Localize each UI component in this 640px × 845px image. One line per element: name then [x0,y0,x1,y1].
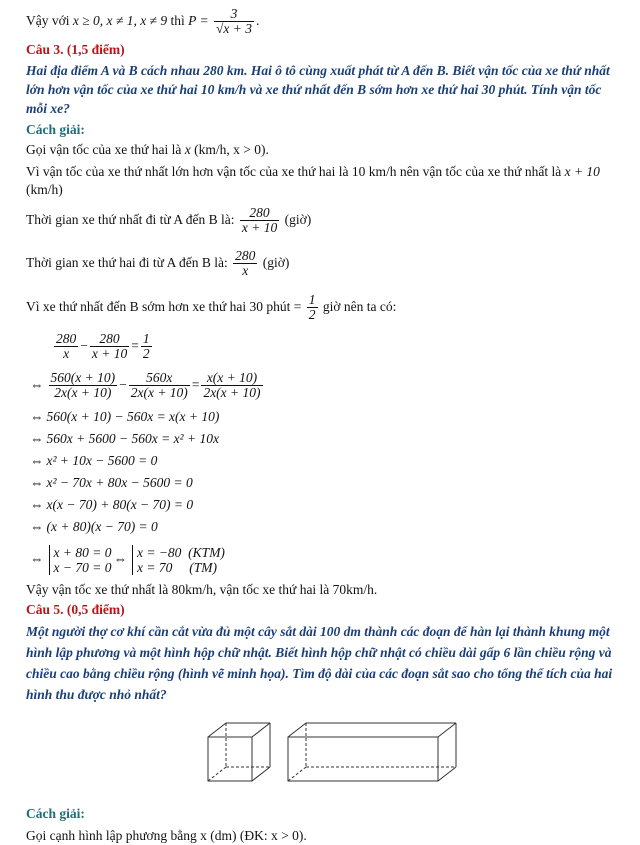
q3-line-1-text: Gọi vận tốc của xe thứ hai là [26,142,182,157]
system-1-row-2: x − 70 = 0 [53,559,112,575]
q3-eq-7 [26,495,622,515]
eq6-expr: x² − 70x + 80x − 5600 = 0 [46,475,193,490]
eq2-equals: = [191,377,200,392]
eq2-frac-b [129,371,190,400]
q3-time-1-text: Thời gian xe thứ nhất đi từ A đến B là: [26,212,235,227]
iff-symbol: ⇔ [30,475,44,490]
iff-symbol: ⇔ [30,497,44,512]
q5-title: Câu 5. (0,5 điểm) [26,602,125,617]
iff-symbol: ⇔ [30,453,44,468]
system-1-row-1: x + 80 = 0 [53,544,112,560]
q3-title: Câu 3. (1,5 điểm) [26,42,125,57]
q3-eq-2 [26,365,622,405]
q3-time-2-fraction [233,249,257,278]
eq4-expr: 560x + 5600 − 560x = x² + 10x [46,431,219,446]
eq1-frac-b-num: 280 [90,332,129,347]
intro-text: Vậy với [26,13,70,28]
eq5-expr: x² + 10x − 5600 = 0 [46,453,158,468]
iff-symbol: ⇔ [30,377,44,392]
box-figures [26,711,622,803]
q3-solution-label: Cách giải: [26,122,85,137]
iff-symbol: ⇔ [30,551,44,566]
q3-eq-3 [26,407,622,427]
q3-time-1-unit: (giờ) [284,212,312,227]
eq1-frac-c-den: 2 [142,346,150,362]
q3-conclusion: Vậy vận tốc xe thứ nhất là 80km/h, vận tốc xe thứ hai là 70km/h. [26,582,378,597]
q3-compare-text: Vì xe thứ nhất đến B sớm hơn xe thứ hai 30 phút = [26,299,302,314]
q3-line-3: (km/h) [26,182,63,197]
eq1-frac-c-num: 1 [142,331,150,347]
iff-symbol: ⇔ [30,519,44,534]
system-2-row-2: x = 70 (TM) [136,559,217,575]
q3-time-1 [26,201,622,239]
system-2 [132,545,225,575]
q3-eq-4 [26,429,622,449]
intro-line [26,6,622,36]
q3-eq-system [26,539,622,579]
q3-line-1-var: x [184,142,191,157]
q3-compare [26,287,622,327]
eq3-expr: 560(x + 10) − 560x = x(x + 10) [46,409,220,424]
intro-dot: . [256,13,260,28]
eq2-frac-a [49,371,118,400]
q3-line-2-expr: x + 10 [564,164,600,179]
q3-line-1 [26,141,622,159]
eq1-equals: = [131,338,139,353]
q5-solution-label: Cách giải: [26,806,85,821]
q3-time-2-unit: (giờ) [262,255,290,270]
q3-line-2 [26,163,622,181]
intro-p: P = [188,13,209,28]
eq1-frac-b [90,332,129,361]
eq2-frac-c [201,371,262,400]
q3-eq-8 [26,517,622,537]
q3-line-1-cond: (km/h, x > 0). [194,142,269,157]
eq2-frac-c-den: 2x(x + 10) [203,385,261,401]
eq1-minus: − [80,338,88,353]
cuboid-figure [288,723,456,781]
eq1-frac-a-num: 280 [56,331,77,347]
q3-problem: Hai địa điểm A và B cách nhau 280 km. Hai ô tô cùng xuất phát từ A đến B. Biết vận tốc của xe thứ nhất lớn hơn vận tốc của xe thứ hai 10 km/h và xe thứ nhất đến B sớm hơn xe thứ hai 30 phút. Tính vận tốc mỗi xe? [26,63,610,116]
q3-eq-5 [26,451,622,471]
q3-time-1-num: 280 [240,206,279,221]
figures [26,711,622,803]
eq2-minus: − [119,377,127,392]
q3-time-1-fraction [240,206,279,235]
q3-compare-fraction [307,293,318,322]
eq1-frac-a [54,332,78,361]
document-page [26,6,622,845]
eq2-frac-c-num: x(x + 10) [201,371,262,386]
cube-figure [208,723,270,781]
q3-time-2-text: Thời gian xe thứ hai đi từ A đến B là: [26,255,228,270]
eq1-frac-c [141,332,152,361]
intro-fraction [214,7,254,36]
q3-eq-1 [26,327,622,365]
iff-symbol: ⇔ [113,551,127,566]
eq2-frac-a-num: 560(x + 10) [50,370,116,386]
q3-time-2 [26,243,622,283]
intro-thi: thì [170,13,185,28]
eq2-frac-b-num: 560x [129,371,190,386]
q3-eq-6 [26,473,622,493]
q5-problem: Một người thợ cơ khí cần cắt vừa đủ một cây sắt dài 100 dm thành các đoạn để hàn lại thành khung một hình lập phương và một hình hộp chữ nhật. Biết hình hộp chữ nhật có chiều dài gấp 6 lần chiều rộng và chiều cao bằng chiều rộng (hình vẽ minh họa). Tìm độ dài của các đoạn sắt sao cho tổng thể tích của hai hình thu được nhỏ nhất? [26,624,613,702]
eq1-frac-b-den: x + 10 [91,346,128,362]
q3-compare-num: 1 [308,292,316,308]
eq1-frac-a-den: x [63,346,70,362]
iff-symbol: ⇔ [30,431,44,446]
iff-symbol: ⇔ [30,409,44,424]
q5-last-line: Gọi cạnh hình lập phương bằng x (dm) (ĐK: x > 0). [26,828,307,843]
q3-compare-den: 2 [308,307,316,323]
q3-time-2-num: 280 [235,248,256,264]
eq8-expr: (x + 80)(x − 70) = 0 [46,519,158,534]
q3-compare-post: giờ nên ta có: [322,299,397,314]
system-2-row-1: x = −80 (KTM) [136,544,225,560]
q3-time-1-den: x + 10 [241,220,278,236]
intro-fraction-num: 3 [214,7,254,22]
intro-conditions: x ≥ 0, x ≠ 1, x ≠ 9 [72,13,168,28]
system-1 [49,545,112,575]
eq7-expr: x(x − 70) + 80(x − 70) = 0 [46,497,194,512]
q3-time-2-den: x [242,263,249,279]
q3-line-2-text: Vì vận tốc của xe thứ nhất lớn hơn vận tốc của xe thứ hai là 10 km/h nên vận tốc của xe thứ nhất là [26,164,562,179]
eq2-frac-a-den: 2x(x + 10) [54,385,112,401]
eq2-frac-b-den: 2x(x + 10) [130,385,188,401]
intro-fraction-den: √x + 3 [216,21,253,37]
